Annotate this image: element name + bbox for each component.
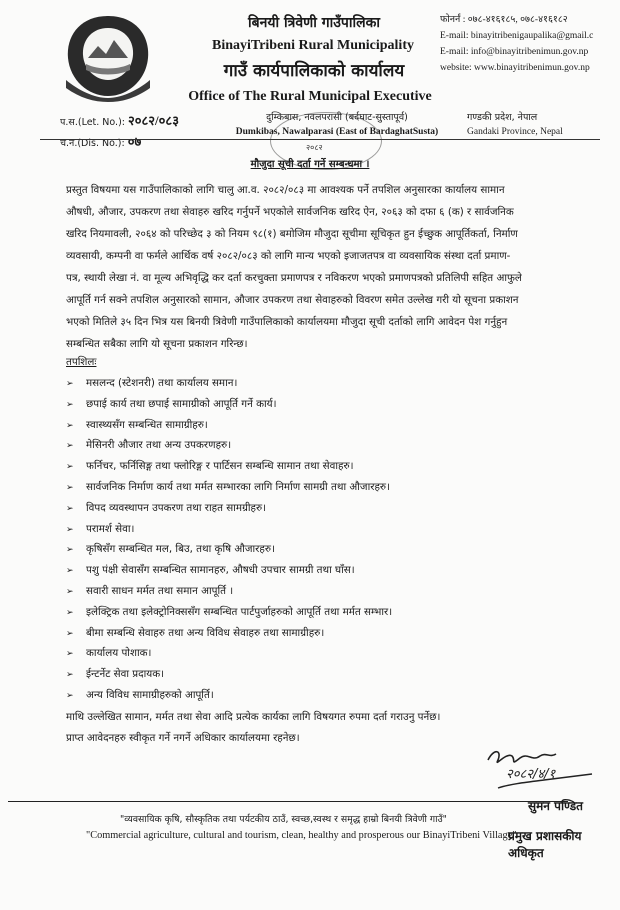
- arrow-bullet-icon: ➢: [66, 462, 74, 473]
- address-np: दुम्किबास, नवलपरासी (बर्दघाट-सुस्तापूर्व): [266, 112, 408, 123]
- arrow-bullet-icon: ➢: [66, 399, 74, 410]
- list-item-text: छपाई कार्य तथा छपाई सामाग्रीको आपूर्ति गर्ने कार्य।: [86, 397, 277, 410]
- list-item: [66, 435, 392, 456]
- body-line: प्रस्तुत विषयमा यस गाउँपालिकाको लागि चालु आ.व. २०८२/०८३ मा आवश्यक पर्ने तपशिल अनुसारका कार्यालय सामान: [66, 184, 505, 196]
- arrow-bullet-icon: ➢: [66, 670, 74, 681]
- list-item-text: फर्निचर, फर्निसिङ्ग तथा फ्लोरिङ्ग र पार्टिसन सम्बन्धि सामान तथा सेवाहरु।: [86, 460, 354, 473]
- dispatch-no-label: च.न.(Dis. No.):: [60, 138, 125, 149]
- list-item-text: बीमा सम्बन्धि सेवाहरु तथा अन्य विविध सेवाहरु तथा सामाग्रीहरु।: [86, 626, 325, 639]
- contact-block: [440, 12, 618, 76]
- list-item-text: मसलन्द (स्टेशनरी) तथा कार्यालय समान।: [86, 377, 238, 389]
- list-item-text: सार्वजनिक निर्माण कार्य तथा मर्मत सम्भारका लागि निर्माण सामग्री तथा औजारहरु।: [86, 480, 390, 493]
- dispatch-no-value: ०७: [127, 134, 142, 149]
- list-item: [66, 373, 392, 394]
- arrow-bullet-icon: ➢: [66, 441, 74, 452]
- list-item: [66, 560, 392, 581]
- handwritten-signature: [480, 738, 600, 798]
- body-line: खरिद नियमावली, २०६४ को परिच्छेद ३ को नियम ९८(१) बमोजिम मौजुदा सूचीमा सूचिकृत हुन ईच्छुक आपूर्तिकर्ता, निर्माण: [66, 228, 518, 240]
- body-line: पत्र, स्थायी लेखा नं. वा मूल्य अभिवृद्धि कर दर्ता करचुक्ता प्रमाणपत्र र नविकरण भएको प्रमाणपत्रको प्रतिलिपी सहित आफुले: [66, 272, 522, 284]
- arrow-bullet-icon: ➢: [66, 503, 74, 514]
- footer-slogan-np: "व्यवसायिक कृषि, सौस्कृतिक तथा पर्यटकीय ठाउँ, स्वच्छ,स्वस्थ र समृद्ध हाम्रो बिनयी त्रिवेणी गाउँ": [120, 814, 447, 825]
- list-item: [66, 456, 392, 477]
- list-item: [66, 623, 392, 644]
- closing-line: माथि उल्लेखित सामान, मर्मत तथा सेवा आदि प्रत्येक कार्यका लागि विषयगत रुपमा दर्ता गराउनु पर्नेछ।: [66, 711, 441, 723]
- list-item: [66, 602, 392, 623]
- arrow-bullet-icon: ➢: [66, 607, 74, 618]
- office-name-en: Office of The Rural Municipal Executive: [188, 89, 432, 104]
- list-item: [66, 581, 392, 602]
- list-item-text: पशु पंक्षी सेवासँग सम्बन्धित सामानहरु, औषधी उपचार सामग्री तथा घाँस।: [86, 564, 355, 577]
- letter-no-label: प.स.(Let. No.):: [60, 117, 125, 128]
- arrow-bullet-icon: ➢: [66, 379, 74, 389]
- arrow-bullet-icon: ➢: [66, 524, 74, 535]
- email-secondary: E-mail: info@binayitribenimun.gov.np: [440, 47, 589, 57]
- list-item: [66, 477, 392, 498]
- header-divider: [40, 139, 600, 140]
- closing-line: प्राप्त आवेदनहरु स्वीकृत गर्ने नगर्ने अधिकार कार्यालयमा रहनेछ।: [66, 732, 300, 744]
- municipality-name-np: बिनयी त्रिवेणी गाउँपालिका: [247, 15, 381, 31]
- arrow-bullet-icon: ➢: [66, 586, 74, 597]
- list-item: [66, 498, 392, 519]
- footer-divider: [8, 801, 568, 802]
- list-item: [66, 539, 392, 560]
- reference-numbers: [60, 111, 179, 153]
- list-item-text: अन्य विविध सामाग्रीहरुको आपूर्ति।: [86, 688, 214, 701]
- body-line: आपूर्ति गर्न सक्ने तपशिल अनुसारको सामान, औजार उपकरण तथा सेवाहरुको विवरण समेत उल्लेख गरी यो सूचना प्रकाशन: [66, 294, 519, 306]
- list-item: [66, 519, 392, 540]
- letter-no-value: २०८२/०८३: [128, 113, 179, 128]
- address-en: Dumkibas, Nawalparasi (East of BardaghatSusta): [235, 127, 439, 137]
- list-item: [66, 394, 392, 415]
- arrow-bullet-icon: ➢: [66, 690, 74, 701]
- list-item: [66, 415, 392, 436]
- list-item: [66, 643, 392, 664]
- municipality-name-en: BinayiTribeni Rural Municipality: [212, 38, 414, 53]
- website-text: website: www.binayitribenimun.gov.np: [440, 63, 590, 73]
- list-item-text: स्वास्थ्यसँग सम्बन्धित सामाग्रीहरु।: [86, 418, 208, 431]
- stamp-date: २०८२: [306, 143, 323, 152]
- signatory-title: प्रमुख प्रशासकीय अधिकृत: [508, 829, 582, 860]
- list-item: [66, 664, 392, 685]
- details-list: [66, 373, 392, 706]
- list-item-text: विपद व्यवस्थापन उपकरण तथा राहत सामग्रीहरु।: [86, 501, 267, 514]
- arrow-bullet-icon: ➢: [66, 649, 74, 660]
- closing-text: [66, 707, 440, 749]
- body-line: औषधी, औजार, उपकरण तथा सेवाहरु खरिद गर्नुपर्ने भएकोले सार्वजनिक खरिद ऐन, २०६३ को दफा ६ (क) र सार्वजनिक: [66, 206, 514, 218]
- subject-line: मौजुदा सूची दर्ता गर्ने सम्बन्धमा ।: [250, 159, 370, 170]
- signatory-name: सुमन पण्डित: [528, 799, 584, 813]
- footer-slogan-en: "Commercial agriculture, cultural and tourism, clean, healthy and prosperous our BinayiTribeni Village": [86, 830, 517, 841]
- body-line: व्यवसायी, कम्पनी वा फर्मले आर्थिक वर्ष २०८२/०८३ को लागि मान्य भएको इजाजतपत्र वा व्यवसायिक संस्था दर्ता प्रमाण-: [66, 250, 511, 262]
- list-heading: तपशिलः: [66, 356, 97, 368]
- list-item-text: इलेक्ट्रिक तथा इलेक्ट्रोनिक्ससँग सम्बन्धित पार्टपुर्जाहरुको आपूर्ति तथा मर्मत सम्भार।: [86, 605, 393, 618]
- province-en: Gandaki Province, Nepal: [467, 127, 563, 137]
- province-np: गण्डकी प्रदेश, नेपाल: [467, 112, 538, 123]
- province-block: [467, 110, 563, 140]
- email-primary: E-mail: binayitribenigaupalika@gmail.c: [440, 31, 594, 41]
- list-item-text: परामर्श सेवा।: [86, 522, 135, 535]
- list-item-text: ईन्टर्नेट सेवा प्रदायक।: [86, 668, 165, 681]
- notice-body: [66, 179, 620, 355]
- list-item-text: मेसिनरी औजार तथा अन्य उपकरणहरु।: [86, 439, 232, 452]
- body-line: सम्बन्धित सबैका लागि यो सूचना प्रकाशन गरिन्छ।: [66, 338, 248, 350]
- body-line: भएको मितिले ३५ दिन भित्र यस बिनयी त्रिवेणी गाउँपालिकाको कार्यालयमा मौजुदा सूची दर्ताको लागि आवेदन पेश गर्नुहुन: [66, 316, 508, 328]
- arrow-bullet-icon: ➢: [66, 545, 74, 556]
- arrow-bullet-icon: ➢: [66, 628, 74, 639]
- signature-date: २०८२/४/१: [506, 767, 556, 782]
- arrow-bullet-icon: ➢: [66, 420, 74, 431]
- list-item: [66, 685, 392, 706]
- list-item-text: सवारी साधन मर्मत तथा समान आपूर्ति ।: [86, 584, 234, 597]
- office-name-np: गाउँ कार्यपालिकाको कार्यालय: [223, 61, 405, 81]
- arrow-bullet-icon: ➢: [66, 566, 74, 577]
- arrow-bullet-icon: ➢: [66, 482, 74, 493]
- list-item-text: कृषिसँग सम्बन्धित मल, बिउ, तथा कृषि औजारहरु।: [86, 543, 275, 556]
- phone-text: फोनर्नं : ०७८-४१६१८५, ०७८-४१६१८२: [440, 15, 568, 25]
- list-item-text: कार्यालय पोशाक।: [86, 647, 152, 660]
